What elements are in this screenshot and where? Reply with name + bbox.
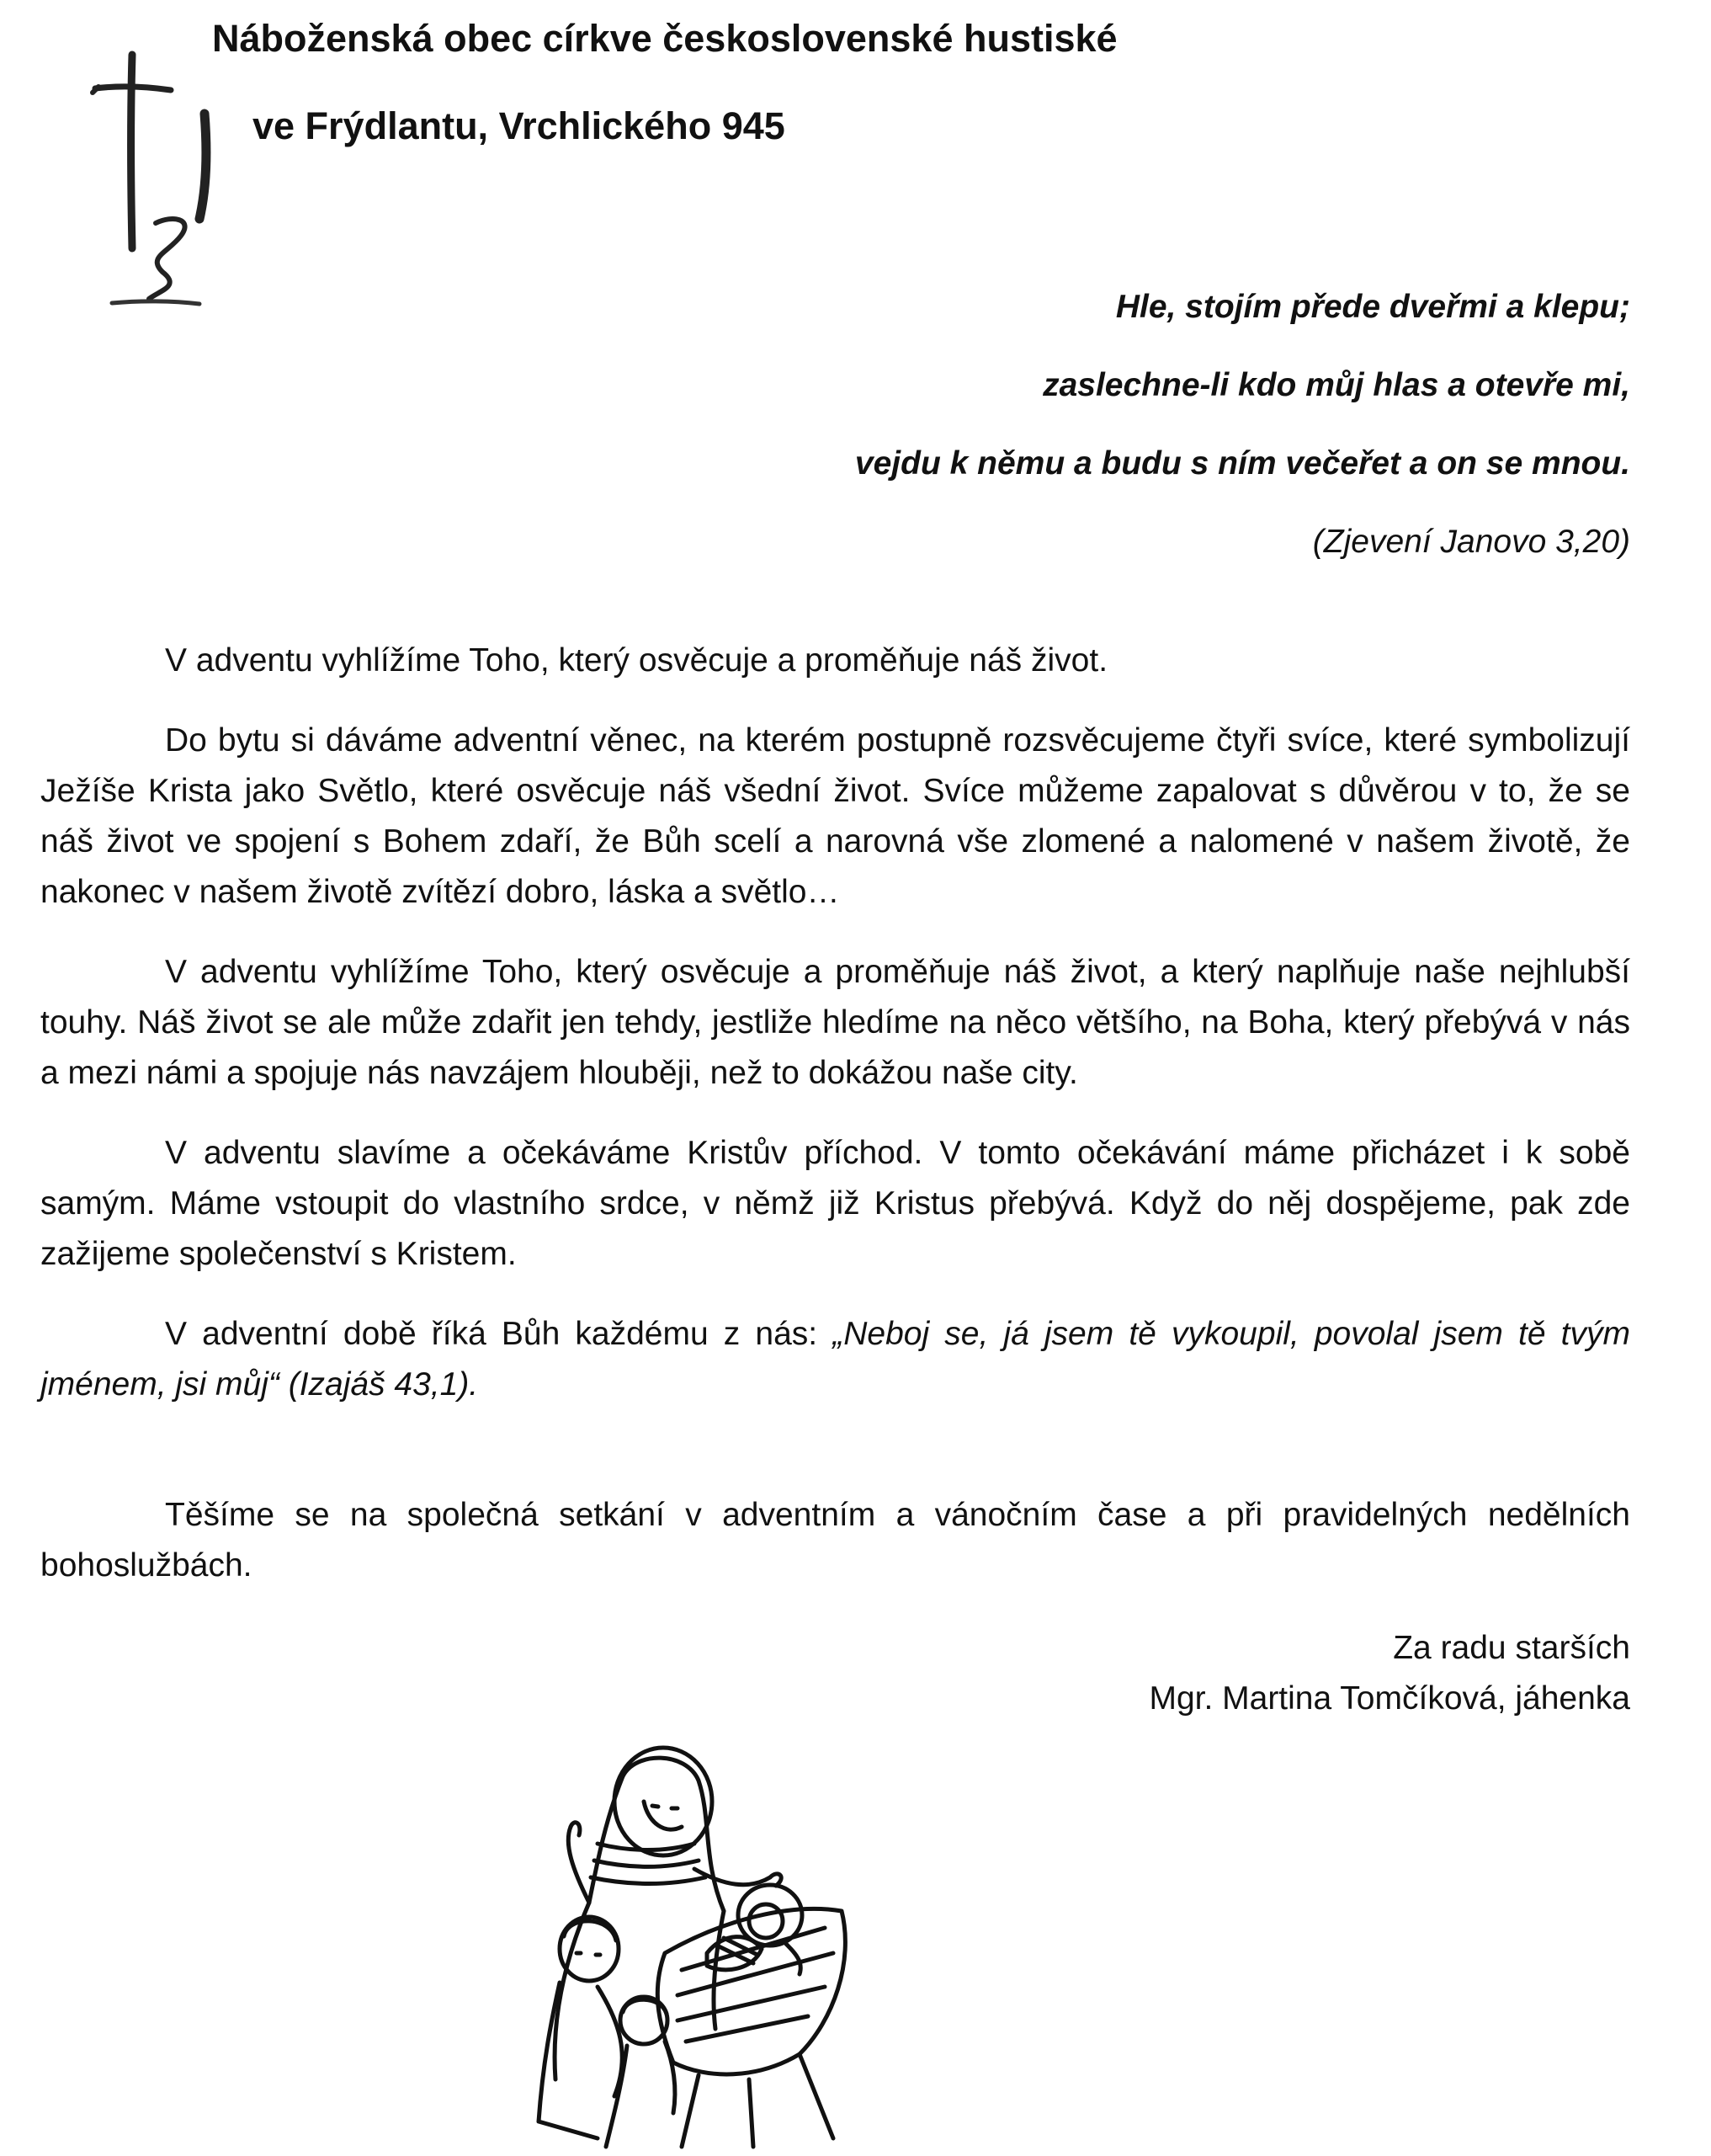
paragraph-5-intro: V adventní době říká Bůh každému z nás:	[165, 1316, 833, 1352]
quote-line-3: vejdu k němu a budu s ním večeřet a on se mnou.	[854, 445, 1630, 482]
chalice-cross-logo-icon	[88, 46, 223, 316]
paragraph-2: Do bytu si dáváme adventní věnec, na kterém postupně rozsvěcujeme čtyři svíce, které symbolizují Ježíše Krista jako Světlo, které osvěcuje náš všední život. Svíce můžeme zapalovat s důvěrou v to, že se náš život ve spojení s Bohem zdaří, že Bůh scelí a narovná vše zlomené a nalomené v našem životě, že nakonec v našem životě zvítězí dobro, láska a světlo…	[40, 722, 1630, 910]
letter-body	[40, 636, 1630, 1621]
paragraph-5-quote: „Neboj se, já jsem tě vykoupil, povolal jsem tě tvým jménem, jsi můj“ (Izajáš 43,1).	[40, 1316, 1630, 1403]
paragraph-6: Těšíme se na společná setkání v adventním a vánočním čase a při pravidelných nedělních bohoslužbách.	[40, 1497, 1630, 1584]
paragraph-3: V adventu vyhlížíme Toho, který osvěcuje a proměňuje náš život, a který naplňuje naše nejhlubší touhy. Náš život se ale může zdařit jen tehdy, jestliže hledíme na něco většího, na Boha, který přebývá v nás a mezi námi a spojuje nás navzájem hlouběji, než to dokážou naše city.	[40, 954, 1630, 1091]
paragraph-1: V adventu vyhlížíme Toho, který osvěcuje a proměňuje náš život.	[165, 642, 1108, 679]
header-address: ve Frýdlantu, Vrchlického 945	[252, 104, 785, 147]
signature-line-2: Mgr. Martina Tomčíková, jáhenka	[1149, 1680, 1630, 1717]
paragraph-4: V adventu slavíme a očekáváme Kristův příchod. V tomto očekávání máme přicházet i k sobě samým. Máme vstoupit do vlastního srdce, v němž již Kristus přebývá. Když do něj dospějeme, pak zde zažijeme společenství s Kristem.	[40, 1135, 1630, 1272]
quote-line-2: zaslechne-li kdo můj hlas a otevře mi,	[1043, 367, 1630, 403]
header-title: Náboženská obec církve československé hustiské	[212, 17, 1118, 60]
quote-reference: (Zjevení Janovo 3,20)	[1312, 524, 1630, 560]
nativity-illustration	[471, 1743, 858, 2156]
signature-line-1: Za radu starších	[1393, 1630, 1630, 1666]
bible-quote	[855, 268, 1630, 581]
quote-line-1: Hle, stojím přede dveřmi a klepu;	[1115, 289, 1630, 325]
signature	[1149, 1623, 1630, 1724]
paragraph-5	[40, 1309, 1630, 1410]
